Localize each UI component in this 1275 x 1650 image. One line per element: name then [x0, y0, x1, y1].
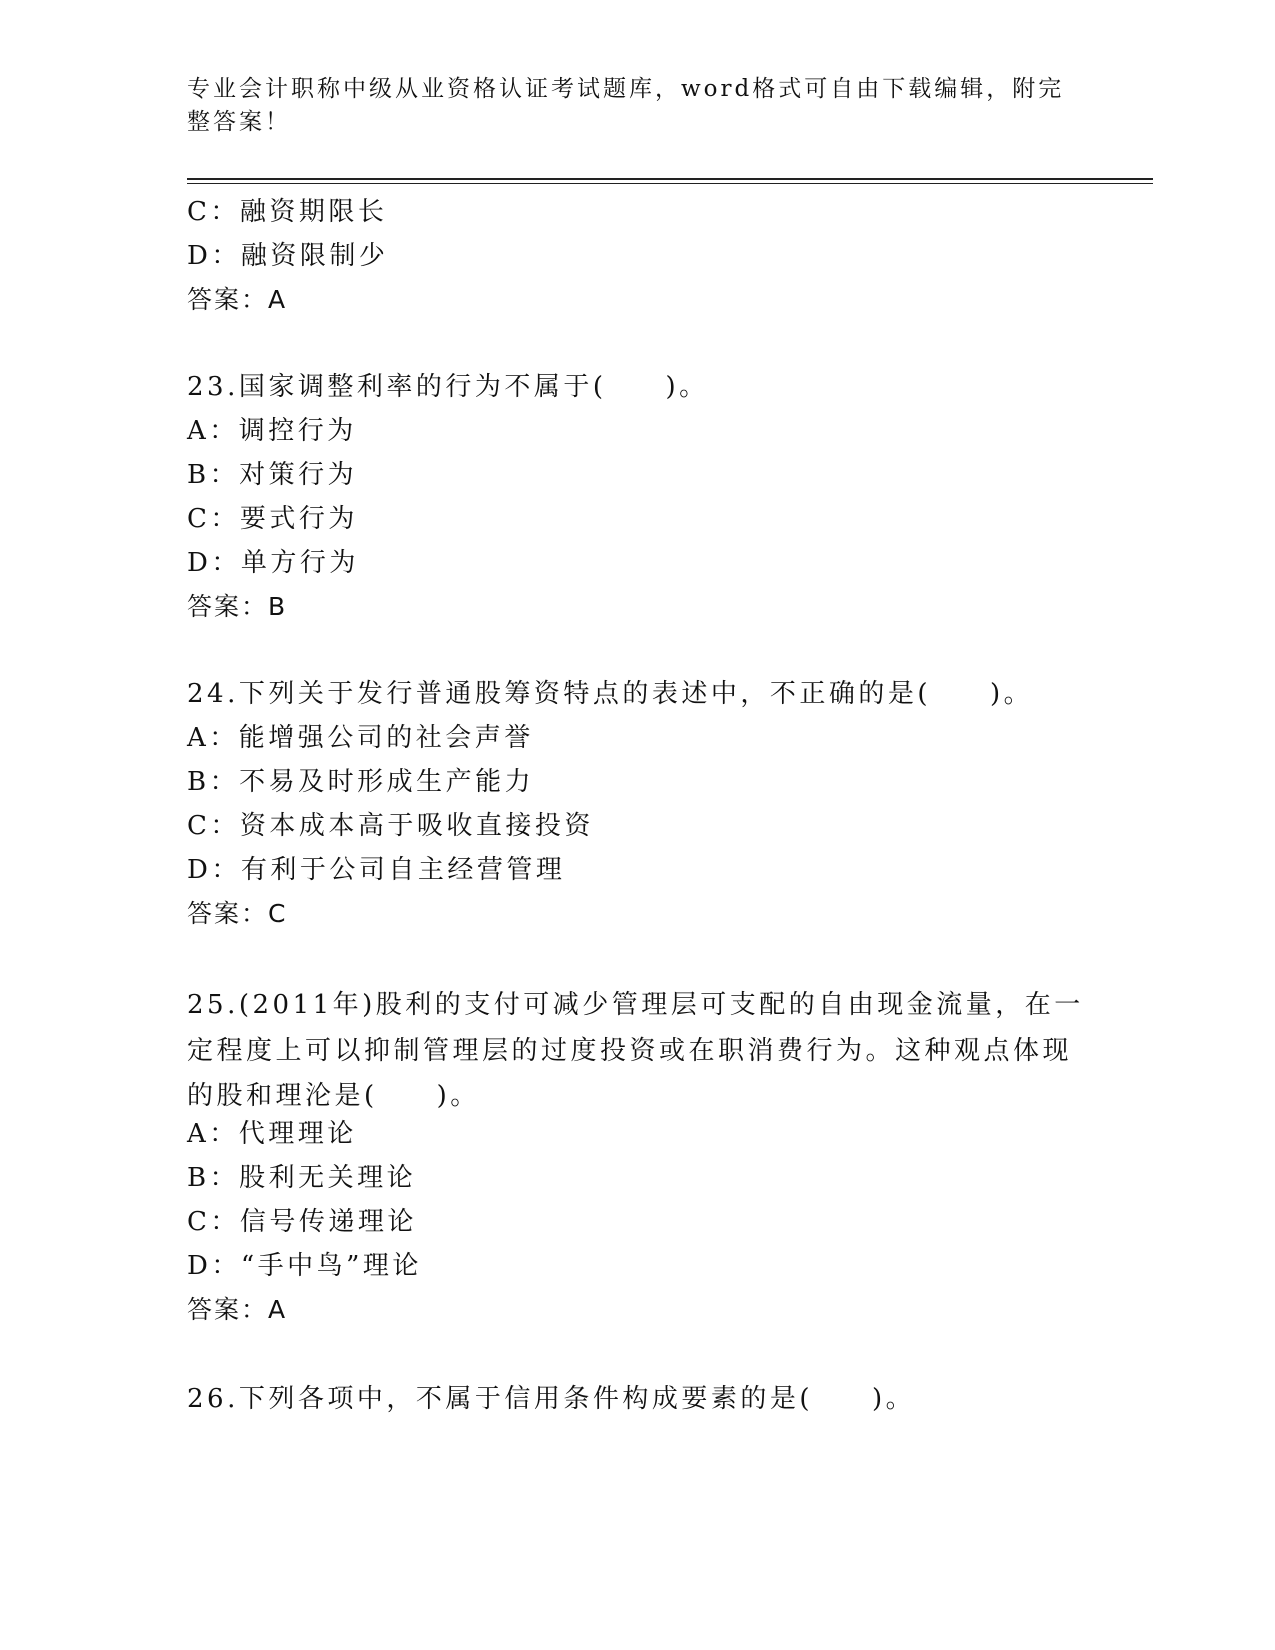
option-a: A：能增强公司的社会声誉	[187, 723, 534, 753]
option-c: C：要式行为	[187, 504, 358, 534]
header-rule-thin	[187, 183, 1153, 184]
answer: 答案：B	[187, 592, 288, 621]
header-rule-thick	[187, 178, 1153, 180]
answer: 答案：C	[187, 899, 288, 928]
option-d: D：融资限制少	[187, 241, 389, 271]
option-d: D：单方行为	[187, 548, 359, 578]
option-d: D：“手中鸟”理论	[187, 1251, 422, 1281]
answer: 答案：A	[187, 285, 288, 314]
option-a: A：调控行为	[187, 416, 357, 446]
question-stem: 23.国家调整利率的行为不属于( )。	[187, 372, 709, 402]
answer: 答案：A	[187, 1295, 288, 1324]
option-c: C：资本成本高于吸收直接投资	[187, 811, 594, 841]
option-c: C：融资期限长	[187, 197, 388, 227]
page-header: 专业会计职称中级从业资格认证考试题库，word格式可自由下载编辑，附完整答案！	[187, 76, 1065, 135]
option-c: C：信号传递理论	[187, 1207, 417, 1237]
question-stem: 24.下列关于发行普通股筹资特点的表述中，不正确的是( )。	[187, 679, 1034, 709]
option-b: B：对策行为	[187, 460, 358, 490]
option-b: B：不易及时形成生产能力	[187, 767, 535, 797]
question-stem: 26.下列各项中，不属于信用条件构成要素的是( )。	[187, 1384, 916, 1414]
option-a: A：代理理论	[187, 1119, 357, 1149]
question-stem: 25.(2011年)股利的支付可减少管理层可支配的自由现金流量，在一定程度上可以抑制管理层的过度投资或在职消费行为。这种观点体现的股和理沦是( )。	[187, 990, 1084, 1111]
option-d: D：有利于公司自主经营管理	[187, 855, 566, 885]
option-b: B：股利无关理论	[187, 1163, 417, 1193]
